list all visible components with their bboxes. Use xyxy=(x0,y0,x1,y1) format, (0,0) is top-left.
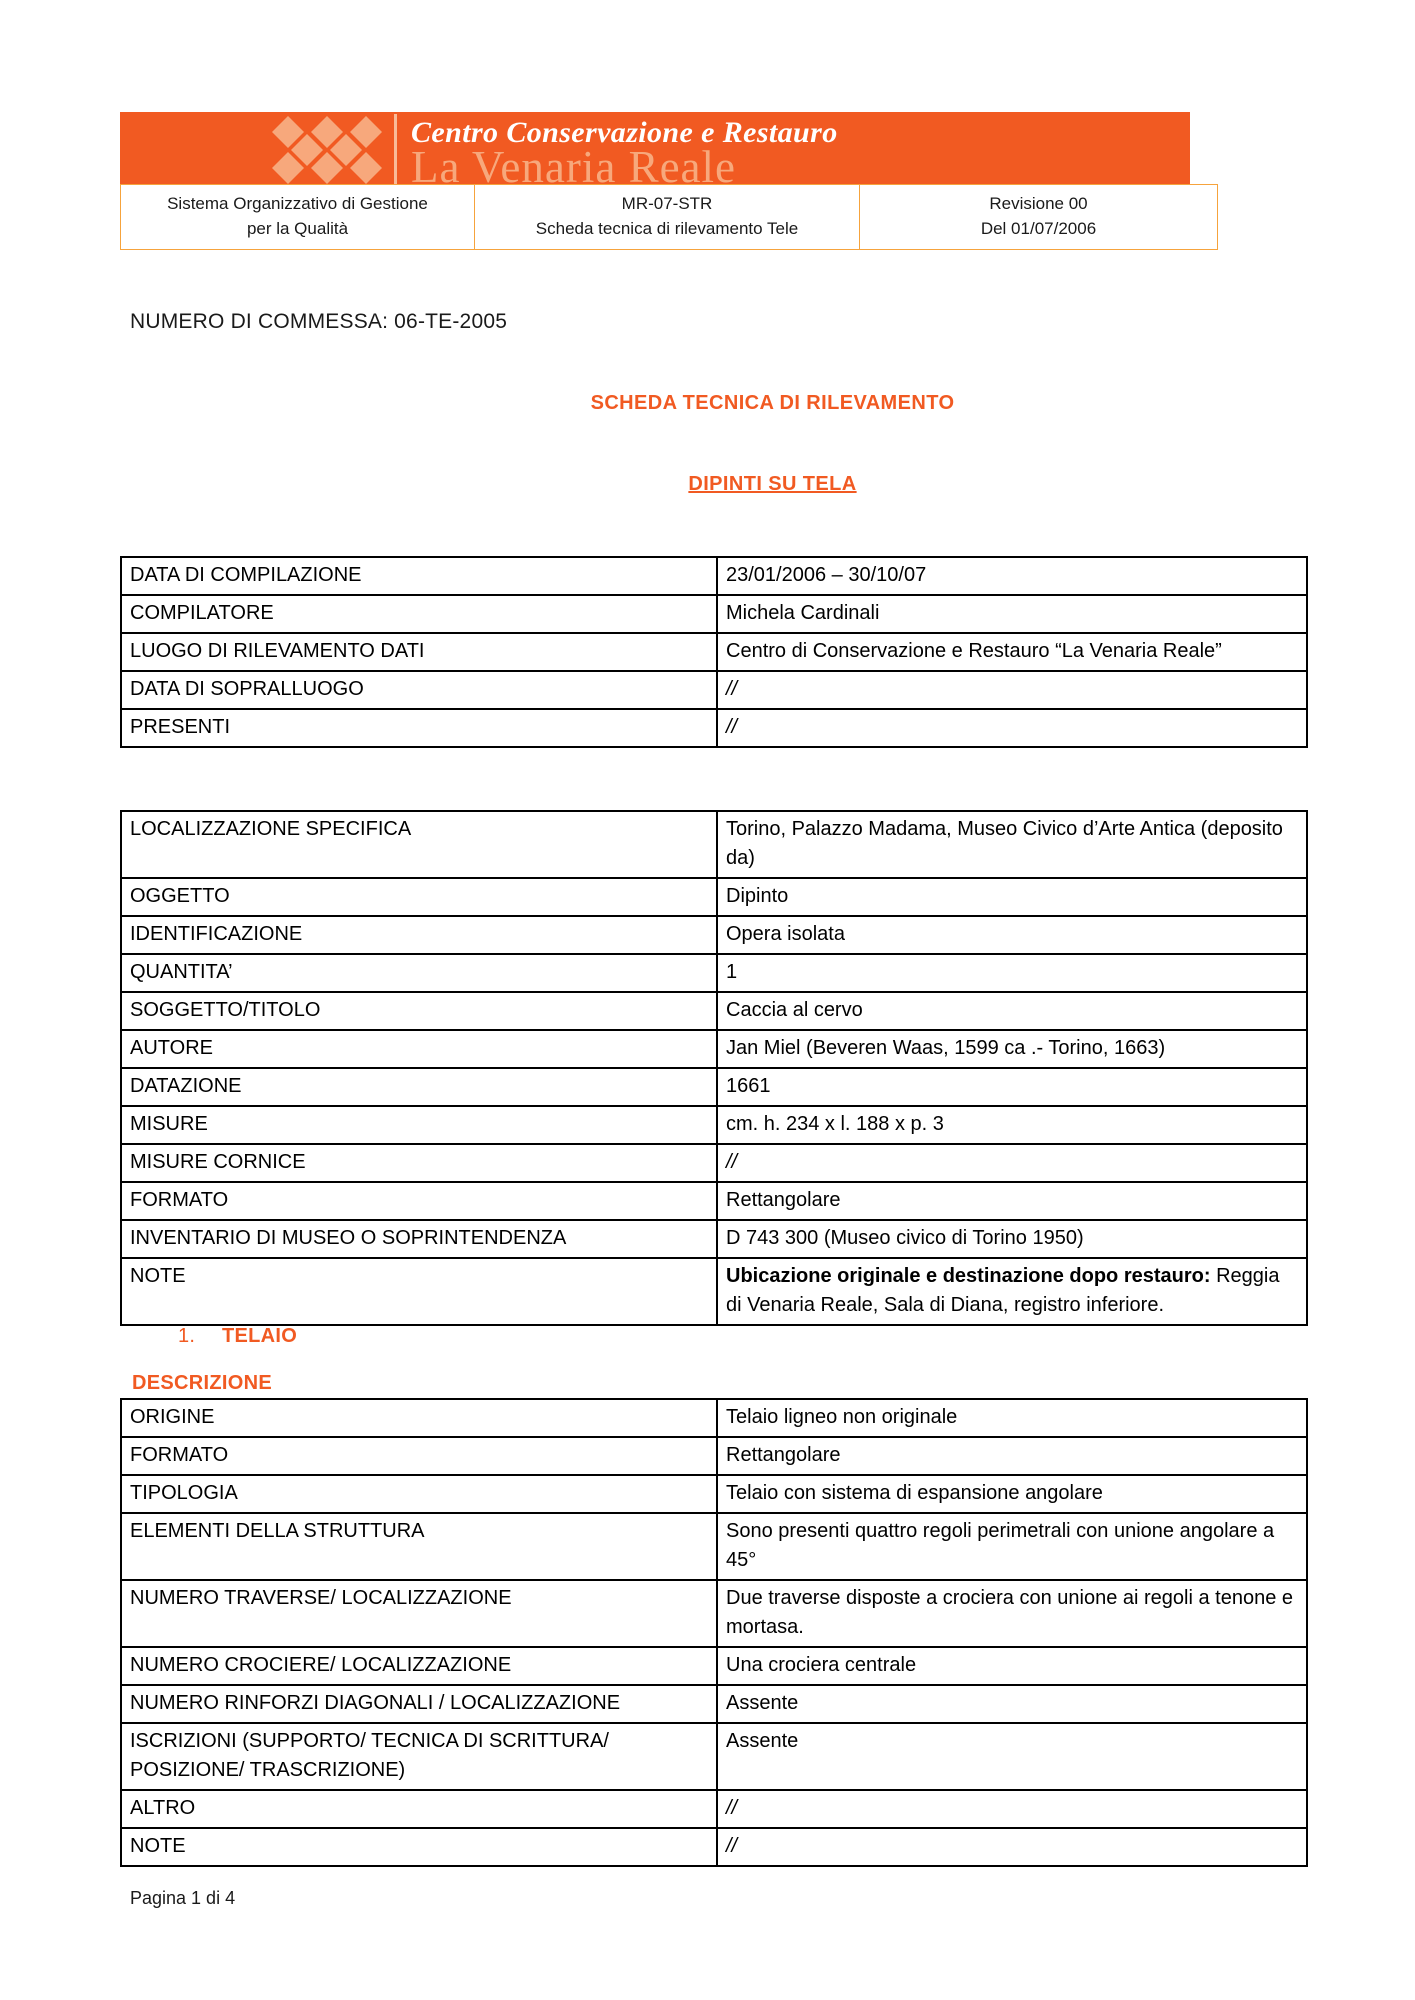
table-row xyxy=(121,1647,1307,1685)
table-row xyxy=(121,1106,1307,1144)
table-row xyxy=(121,1580,1307,1647)
table-row xyxy=(121,1144,1307,1182)
header-system-line1: Sistema Organizzativo di Gestione xyxy=(167,194,428,213)
row-label: ELEMENTI DELLA STRUTTURA xyxy=(121,1513,717,1580)
table-opera xyxy=(120,810,1308,1326)
table-row xyxy=(121,1723,1307,1790)
row-value: // xyxy=(717,671,1307,709)
table-row xyxy=(121,916,1307,954)
table-telaio-descrizione xyxy=(120,1398,1308,1867)
row-label: MISURE xyxy=(121,1106,717,1144)
row-label: NUMERO CROCIERE/ LOCALIZZAZIONE xyxy=(121,1647,717,1685)
table-row xyxy=(121,595,1307,633)
row-label: ISCRIZIONI (SUPPORTO/ TECNICA DI SCRITTURA/ POSIZIONE/ TRASCRIZIONE) xyxy=(121,1723,717,1790)
row-value-note xyxy=(717,1258,1307,1325)
table-row xyxy=(121,671,1307,709)
row-label: LOCALIZZAZIONE SPECIFICA xyxy=(121,811,717,878)
table-row xyxy=(121,992,1307,1030)
row-value: Centro di Conservazione e Restauro “La Venaria Reale” xyxy=(717,633,1307,671)
row-value: Una crociera centrale xyxy=(717,1647,1307,1685)
row-value: // xyxy=(717,1144,1307,1182)
section-number: 1. xyxy=(178,1325,196,1347)
page-title: SCHEDA TECNICA DI RILEVAMENTO xyxy=(590,392,955,414)
table-row xyxy=(121,1437,1307,1475)
table-row xyxy=(121,1182,1307,1220)
table-row xyxy=(121,1030,1307,1068)
header-code-line2: Scheda tecnica di rilevamento Tele xyxy=(535,219,799,238)
row-label: ORIGINE xyxy=(121,1399,717,1437)
header-revision-line1: Revisione 00 xyxy=(989,194,1088,213)
row-label: OGGETTO xyxy=(121,878,717,916)
row-value: Jan Miel (Beveren Waas, 1599 ca .- Torino, 1663) xyxy=(717,1030,1307,1068)
table-row xyxy=(121,1513,1307,1580)
logo-wordmark xyxy=(397,112,1190,184)
table-row xyxy=(121,1399,1307,1437)
row-label: NOTE xyxy=(121,1828,717,1866)
row-value: Dipinto xyxy=(717,878,1307,916)
row-value: Sono presenti quattro regoli perimetrali con unione angolare a 45° xyxy=(717,1513,1307,1580)
row-label: MISURE CORNICE xyxy=(121,1144,717,1182)
row-value: Rettangolare xyxy=(717,1182,1307,1220)
row-value: Rettangolare xyxy=(717,1437,1307,1475)
table-row xyxy=(121,633,1307,671)
table-row xyxy=(121,878,1307,916)
row-value: 1 xyxy=(717,954,1307,992)
row-label: COMPILATORE xyxy=(121,595,717,633)
row-value: D 743 300 (Museo civico di Torino 1950) xyxy=(717,1220,1307,1258)
table-row xyxy=(121,1790,1307,1828)
row-label: LUOGO DI RILEVAMENTO DATI xyxy=(121,633,717,671)
diamond-lattice-icon xyxy=(268,112,386,184)
page-footer: Pagina 1 di 4 xyxy=(130,1888,236,1908)
table-row xyxy=(121,811,1307,878)
row-value: 23/01/2006 – 30/10/07 xyxy=(717,557,1307,595)
row-label: DATA DI SOPRALLUOGO xyxy=(121,671,717,709)
section-heading-telaio xyxy=(178,1325,297,1348)
row-value: Caccia al cervo xyxy=(717,992,1307,1030)
table-row xyxy=(121,557,1307,595)
row-label: PRESENTI xyxy=(121,709,717,747)
table-row xyxy=(121,1828,1307,1866)
row-label: FORMATO xyxy=(121,1437,717,1475)
table-row xyxy=(121,1068,1307,1106)
row-value: Opera isolata xyxy=(717,916,1307,954)
row-label: IDENTIFICAZIONE xyxy=(121,916,717,954)
header-cell-revision xyxy=(860,185,1218,250)
table-row xyxy=(121,709,1307,747)
header-cell-system xyxy=(121,185,475,250)
row-value: cm. h. 234 x l. 188 x p. 3 xyxy=(717,1106,1307,1144)
logo-line-2: La Venaria Reale xyxy=(411,142,737,184)
row-value: Telaio con sistema di espansione angolare xyxy=(717,1475,1307,1513)
row-value: Assente xyxy=(717,1685,1307,1723)
header-revision-line2: Del 01/07/2006 xyxy=(980,219,1097,238)
header-info-table xyxy=(120,184,1218,250)
section-title: TELAIO xyxy=(222,1325,298,1347)
row-label: INVENTARIO DI MUSEO O SOPRINTENDENZA xyxy=(121,1220,717,1258)
row-value: // xyxy=(717,1790,1307,1828)
row-label: FORMATO xyxy=(121,1182,717,1220)
row-label: AUTORE xyxy=(121,1030,717,1068)
table-row xyxy=(121,954,1307,992)
row-value: // xyxy=(717,709,1307,747)
row-label: NUMERO RINFORZI DIAGONALI / LOCALIZZAZIONE xyxy=(121,1685,717,1723)
row-label: ALTRO xyxy=(121,1790,717,1828)
note-rest: Reggia di Venaria Reale, Sala di Diana, registro inferiore. xyxy=(726,1265,1280,1316)
row-value: // xyxy=(717,1828,1307,1866)
logo-line-1: Centro Conservazione e Restauro xyxy=(411,116,838,149)
row-value: Michela Cardinali xyxy=(717,595,1307,633)
row-value: Due traverse disposte a crociera con unione ai regoli a tenone e mortasa. xyxy=(717,1580,1307,1647)
section-subheading-descrizione: DESCRIZIONE xyxy=(132,1372,272,1394)
row-value: Assente xyxy=(717,1723,1307,1790)
header-system-line2: per la Qualità xyxy=(246,219,349,238)
table-row xyxy=(121,1258,1307,1325)
row-label: DATAZIONE xyxy=(121,1068,717,1106)
logo-banner xyxy=(120,112,1190,184)
table-compilazione xyxy=(120,556,1308,748)
row-label: DATA DI COMPILAZIONE xyxy=(121,557,717,595)
row-label: QUANTITA’ xyxy=(121,954,717,992)
table-row xyxy=(121,1475,1307,1513)
table-row xyxy=(121,1220,1307,1258)
header-info-row xyxy=(121,185,1218,250)
row-label: SOGGETTO/TITOLO xyxy=(121,992,717,1030)
row-value: Telaio ligneo non originale xyxy=(717,1399,1307,1437)
header-code-line1: MR-07-STR xyxy=(621,194,713,213)
header-cell-code xyxy=(475,185,860,250)
row-label: NUMERO TRAVERSE/ LOCALIZZAZIONE xyxy=(121,1580,717,1647)
row-value: Torino, Palazzo Madama, Museo Civico d’Arte Antica (deposito da) xyxy=(717,811,1307,878)
row-label: NOTE xyxy=(121,1258,717,1325)
row-value: 1661 xyxy=(717,1068,1307,1106)
row-label: TIPOLOGIA xyxy=(121,1475,717,1513)
note-emphasis: Ubicazione originale e destinazione dopo restauro: xyxy=(726,1265,1211,1287)
table-row xyxy=(121,1685,1307,1723)
page-subtitle: DIPINTI SU TELA xyxy=(688,473,857,495)
document-header xyxy=(120,112,1190,250)
commessa-number: NUMERO DI COMMESSA: 06-TE-2005 xyxy=(130,310,508,333)
